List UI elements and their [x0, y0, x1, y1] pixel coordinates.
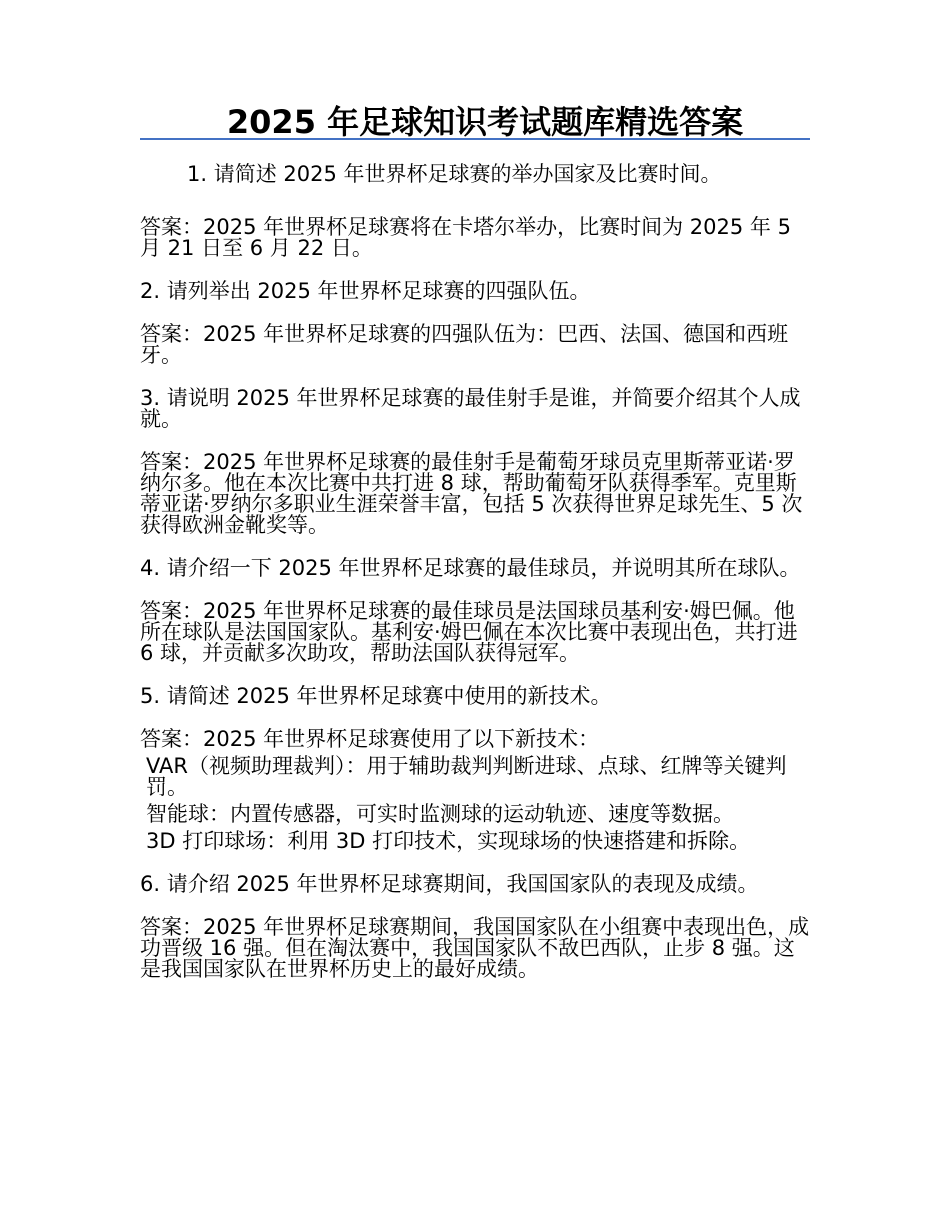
answer-2: 答案：2025 年世界杯足球赛的四强队伍为：巴西、法国、德国和西班牙。	[140, 322, 789, 367]
question-1: 1. 请简述 2025 年世界杯足球赛的举办国家及比赛时间。	[187, 162, 722, 186]
answer-4: 答案：2025 年世界杯足球赛的最佳球员是法国球员基利安·姆巴佩。他所在球队是法国国家队。基利安·姆巴佩在本次比赛中表现出色，共打进 6 球，并贡献多次助攻，帮助法国队获得冠军。	[140, 599, 798, 665]
question-3: 3. 请说明 2025 年世界杯足球赛的最佳射手是谁，并简要介绍其个人成就。	[140, 386, 801, 431]
answer-3: 答案：2025 年世界杯足球赛的最佳射手是葡萄牙球员克里斯蒂亚诺·罗纳尔多。他在本次比赛中共打进 8 球，帮助葡萄牙队获得季军。克里斯蒂亚诺·罗纳尔多职业生涯荣誉丰富，包括 5 次获得世界足球先生、5 次获得欧洲金靴奖等。	[140, 450, 803, 537]
answer-6: 答案：2025 年世界杯足球赛期间，我国国家队在小组赛中表现出色，成功晋级 16 强。但在淘汰赛中，我国国家队不敌巴西队，止步 8 强。这是我国国家队在世界杯历史上的最好成绩。	[140, 915, 810, 981]
question-6: 6. 请介绍 2025 年世界杯足球赛期间，我国国家队的表现及成绩。	[140, 872, 759, 896]
question-2: 2. 请列举出 2025 年世界杯足球赛的四强队伍。	[140, 279, 591, 303]
answer-5-intro: 答案：2025 年世界杯足球赛使用了以下新技术：	[140, 727, 600, 751]
document-body	[140, 158, 812, 996]
question-5: 5. 请简述 2025 年世界杯足球赛中使用的新技术。	[140, 684, 612, 708]
question-4: 4. 请介绍一下 2025 年世界杯足球赛的最佳球员，并说明其所在球队。	[140, 556, 801, 580]
answer-5-item-var: VAR（视频助理裁判）：用于辅助裁判判断进球、点球、红牌等关键判罚。	[146, 754, 787, 799]
title-underline	[140, 138, 810, 140]
document-title: 2025 年足球知识考试题库精选答案	[226, 103, 744, 141]
answer-1: 答案：2025 年世界杯足球赛将在卡塔尔举办，比赛时间为 2025 年 5 月 21 日至 6 月 22 日。	[140, 215, 791, 260]
answer-5-item-3d-pitch: 3D 打印球场：利用 3D 打印技术，实现球场的快速搭建和拆除。	[146, 829, 751, 853]
answer-5-item-smart-ball: 智能球：内置传感器，可实时监测球的运动轨迹、速度等数据。	[146, 802, 734, 826]
